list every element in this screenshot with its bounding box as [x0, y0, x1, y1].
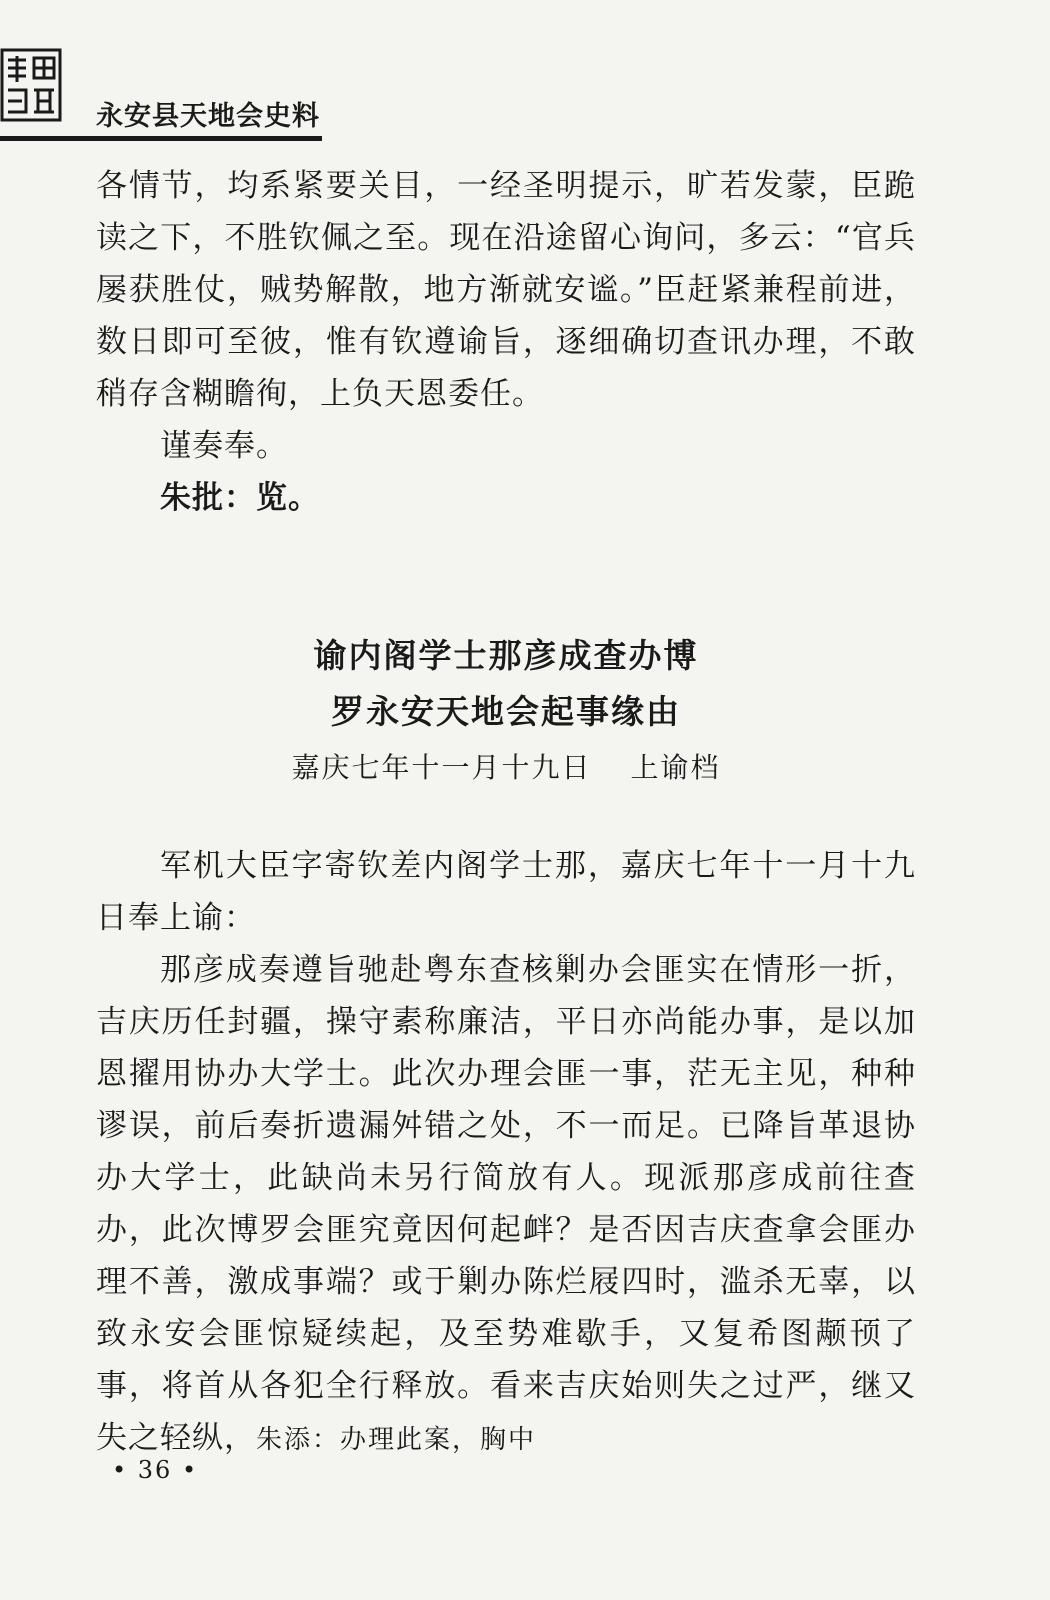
document-date: 嘉庆七年十一月十九日 — [291, 751, 592, 784]
edict-annotation: 朱添：办理此案，胸中 — [256, 1425, 537, 1455]
document-source: 上谕档 — [630, 751, 721, 784]
continued-paragraph: 各情节，均系紧要关目，一经圣明提示，旷若发蒙，臣跪读之下，不胜钦佩之至。现在沿途留心询问，多云：“官兵屡获胜仗，贼势解散，地方渐就安谧。”臣赶紧兼程前进，数日即可至彼，惟有钦遵谕旨，逐细确切查讯办理，不敢稍存含糊瞻徇，上负天恩委任。 — [96, 168, 916, 412]
document-title-line2: 罗永安天地会起事缘由 — [331, 692, 681, 731]
edict-intro: 军机大臣字寄钦差内阁学士那，嘉庆七年十一月十九日奉上谕： — [96, 848, 916, 936]
edict-body — [96, 944, 916, 1466]
document-dateline — [96, 746, 916, 786]
page-content — [96, 160, 916, 1466]
page-number: • 36 • — [112, 1456, 199, 1484]
vermilion-rescript: 朱批：览。 — [160, 480, 320, 516]
running-header-title: 永安县天地会史料 — [96, 101, 320, 132]
memorial-closing: 谨奏奉。 — [160, 428, 288, 464]
header-rule — [0, 136, 322, 141]
document-title-line1: 谕内阁学士那彦成查办博 — [313, 636, 699, 675]
edict-body-main: 那彦成奏遵旨驰赴粤东查核剿办会匪实在情形一折，吉庆历任封疆，操守素称廉洁，平日亦尚能办事，是以加恩擢用协办大学士。此次办理会匪一事，茫无主见，种种谬误，前后奏折遗漏舛错之处，不一而足。已降旨革退协办大学士，此缺尚未另行简放有人。现派那彦成前往查办，此次博罗会匪究竟因何起衅？是否因吉庆查拿会匪办理不善，激成事端？或于剿办陈烂屐四时，滥杀无辜，以致永安会匪惊疑续起，及至势难歇手，又复希图颟顸了事，将首从各犯全行释放。看来吉庆始则失之过严，继又失之轻纵， — [96, 952, 916, 1456]
seal-stamp-icon — [0, 48, 62, 122]
